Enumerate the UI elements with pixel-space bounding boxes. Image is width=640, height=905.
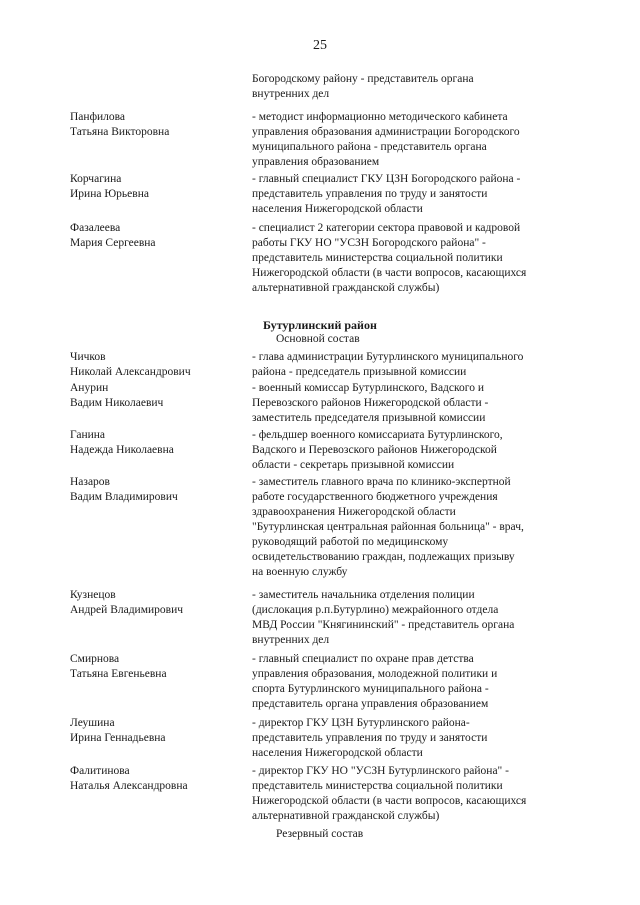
member-description — [252, 110, 587, 170]
member-name — [70, 652, 250, 682]
desc-line: представитель управления по труду и занятости — [252, 188, 488, 200]
desc-line: Вадского и Перевозского районов Нижегородской — [252, 444, 497, 456]
desc-line: руководящий работой по медицинскому — [252, 536, 449, 548]
surname: Леушина — [70, 717, 115, 729]
given-names: Николай Александрович — [70, 366, 191, 378]
member-description — [252, 764, 587, 824]
page-number: 25 — [313, 38, 327, 53]
desc-line: представитель управления по труду и занятости — [252, 732, 488, 744]
member-description — [252, 716, 587, 761]
surname: Кузнецов — [70, 589, 116, 601]
surname: Корчагина — [70, 173, 122, 185]
given-names: Андрей Владимирович — [70, 604, 184, 616]
desc-line: населения Нижегородской области — [252, 747, 423, 759]
member-description — [252, 652, 587, 712]
given-names: Татьяна Викторовна — [70, 126, 170, 138]
given-names: Ирина Геннадьевна — [70, 732, 166, 744]
desc-line: Нижегородской области (в части вопросов, касающихся — [252, 267, 527, 279]
member-name — [70, 475, 250, 505]
given-names: Татьяна Евгеньевна — [70, 668, 167, 680]
desc-line: - военный комиссар Бутурлинского, Вадского и — [252, 382, 484, 394]
desc-line: муниципального района - представитель органа — [252, 141, 487, 153]
given-names: Надежда Николаевна — [70, 444, 174, 456]
desc-line: на военную службу — [252, 566, 348, 578]
desc-line: - заместитель главного врача по клинико-экспертной — [252, 476, 511, 488]
section-title: Бутурлинский район — [263, 318, 377, 332]
desc-line: управления образования администрации Богородского — [252, 126, 520, 138]
member-name — [70, 588, 250, 618]
desc-line: освидетельствованию граждан, подлежащих призыву — [252, 551, 515, 563]
given-names: Ирина Юрьевна — [70, 188, 149, 200]
desc-line: заместитель председателя призывной комиссии — [252, 412, 486, 424]
member-name — [70, 716, 250, 746]
surname: Анурин — [70, 382, 109, 394]
member-description — [252, 588, 587, 648]
desc-line: - заместитель начальника отделения полиции — [252, 589, 475, 601]
surname: Фалитинова — [70, 765, 130, 777]
given-names: Наталья Александровна — [70, 780, 188, 792]
member-name — [70, 110, 250, 140]
member-name — [70, 381, 250, 411]
desc-line: спорта Бутурлинского муниципального района - — [252, 683, 489, 695]
desc-line: альтернативной гражданской службы) — [252, 810, 440, 822]
desc-line: (дислокация р.п.Бутурлино) межрайонного отдела — [252, 604, 499, 616]
desc-line: - директор ГКУ НО "УСЗН Бутурлинского района" - — [252, 765, 509, 777]
given-names: Мария Сергеевна — [70, 237, 156, 249]
desc-line: управления образования, молодежной политики и — [252, 668, 498, 680]
desc-line: внутренних дел — [252, 634, 330, 646]
desc-line: внутренних дел — [252, 88, 330, 100]
surname: Чичков — [70, 351, 106, 363]
given-names: Вадим Владимирович — [70, 491, 178, 503]
member-description — [252, 381, 587, 426]
desc-line: - глава администрации Бутурлинского муниципального — [252, 351, 524, 363]
member-name — [70, 172, 250, 202]
main-composition-label: Основной состав — [276, 333, 360, 345]
desc-line: - специалист 2 категории сектора правовой и кадровой — [252, 222, 521, 234]
member-description — [252, 221, 587, 296]
surname: Ганина — [70, 429, 106, 441]
desc-line: района - председатель призывной комиссии — [252, 366, 467, 378]
desc-line: представитель органа управления образованием — [252, 698, 489, 710]
desc-line: - директор ГКУ ЦЗН Бутурлинского района- — [252, 717, 470, 729]
desc-line: "Бутурлинская центральная районная больница" - врач, — [252, 521, 524, 533]
desc-line: - главный специалист по охране прав детства — [252, 653, 474, 665]
member-name — [70, 350, 250, 380]
desc-line: представитель министерства социальной политики — [252, 780, 503, 792]
given-names: Вадим Николаевич — [70, 397, 164, 409]
desc-line: представитель министерства социальной политики — [252, 252, 503, 264]
member-description — [252, 72, 587, 102]
member-description — [252, 172, 587, 217]
desc-line: МВД России "Княгининский" - представитель органа — [252, 619, 515, 631]
surname: Фазалеева — [70, 222, 121, 234]
surname: Панфилова — [70, 111, 126, 123]
member-name — [70, 428, 250, 458]
desc-line: области - секретарь призывной комиссии — [252, 459, 455, 471]
reserve-composition-label: Резервный состав — [276, 828, 364, 840]
desc-line: здравоохранения Нижегородской области — [252, 506, 456, 518]
desc-line: - главный специалист ГКУ ЦЗН Богородского района - — [252, 173, 521, 185]
desc-line: - фельдшер военного комиссариата Бутурлинского, — [252, 429, 503, 441]
member-name — [70, 221, 250, 251]
desc-line: Богородскому району - представитель органа — [252, 73, 474, 85]
desc-line: альтернативной гражданской службы) — [252, 282, 440, 294]
member-name — [70, 764, 250, 794]
member-description — [252, 350, 587, 380]
desc-line: Перевозского районов Нижегородской области - — [252, 397, 489, 409]
surname: Смирнова — [70, 653, 120, 665]
desc-line: работе государственного бюджетного учреждения — [252, 491, 498, 503]
member-description — [252, 475, 587, 580]
desc-line: работы ГКУ НО "УСЗН Богородского района" - — [252, 237, 486, 249]
desc-line: управления образованием — [252, 156, 380, 168]
desc-line: Нижегородской области (в части вопросов, касающихся — [252, 795, 527, 807]
member-description — [252, 428, 587, 473]
surname: Назаров — [70, 476, 110, 488]
desc-line: населения Нижегородской области — [252, 203, 423, 215]
desc-line: - методист информационно методического кабинета — [252, 111, 508, 123]
